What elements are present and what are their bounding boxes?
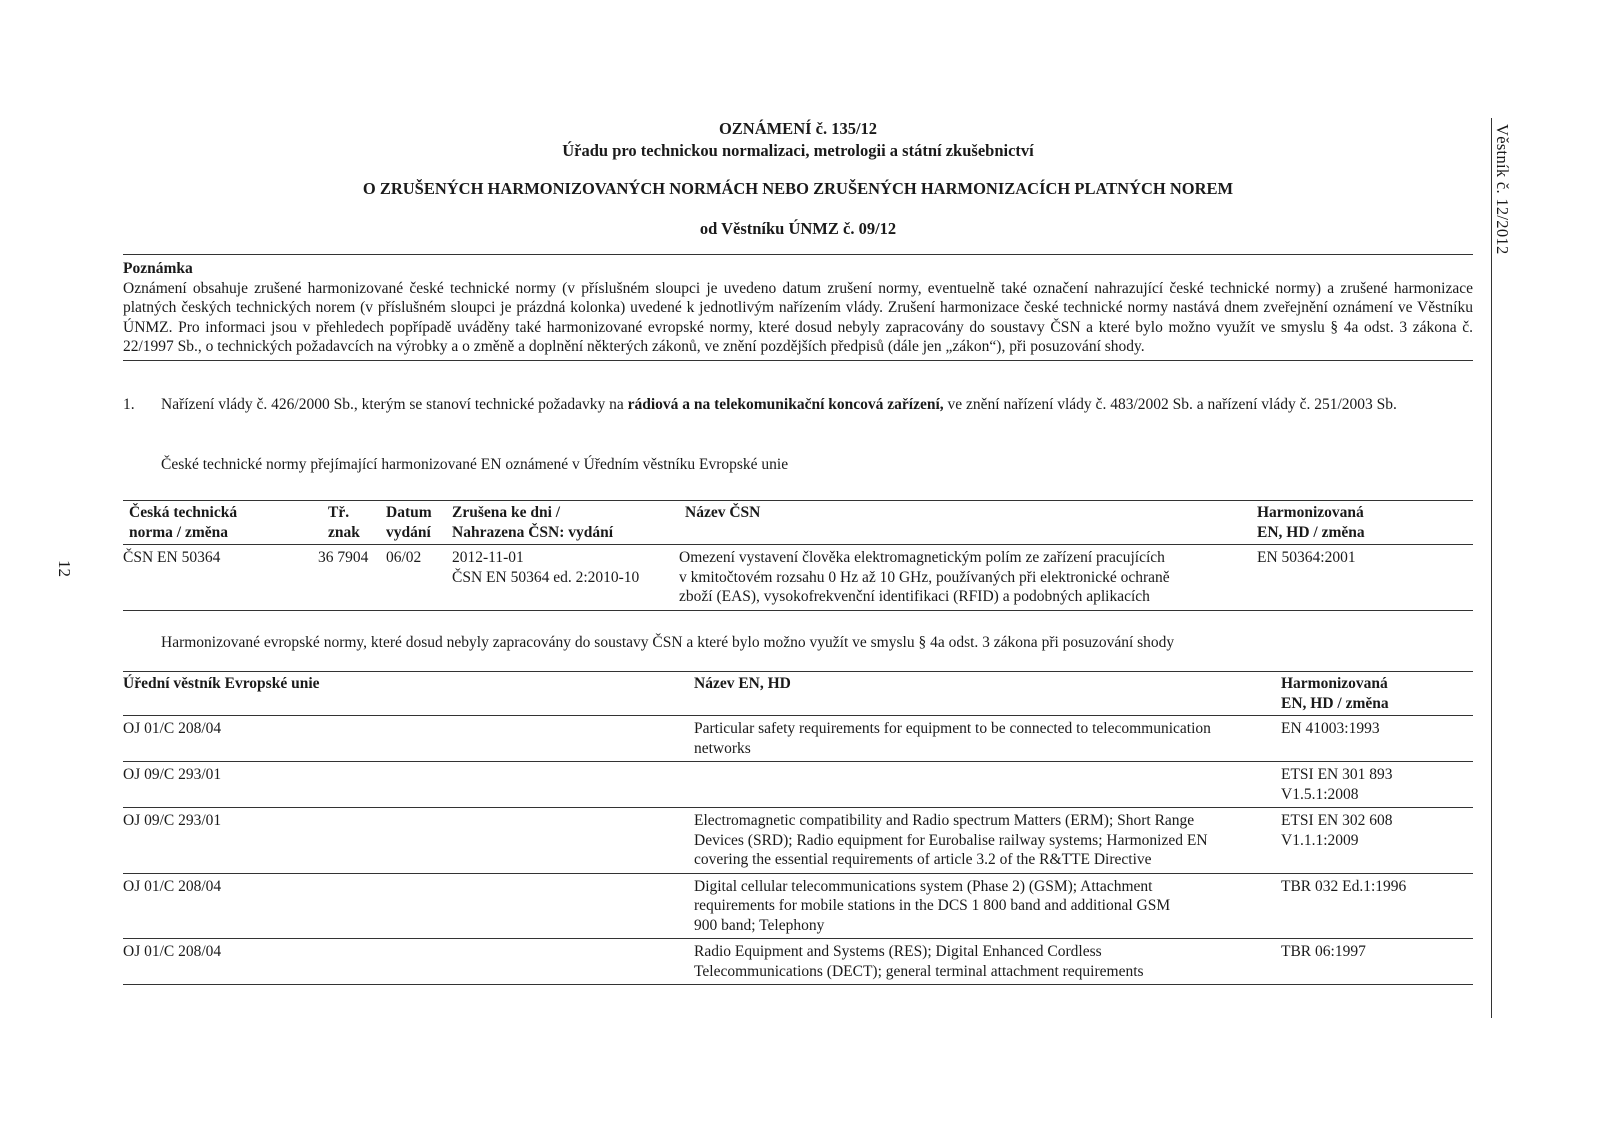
notice-issuer: Úřadu pro technickou normalizaci, metrologii a státní zkušebnictví — [562, 141, 1034, 160]
date-cell: 06/02 — [386, 549, 422, 566]
table-row — [123, 716, 1473, 762]
harmonized-cell: TBR 032 Ed.1:1996 — [1281, 877, 1407, 895]
column-header: Harmonizovaná EN, HD / změna — [1257, 504, 1365, 541]
european-norms-table — [123, 671, 1473, 985]
table-header-row — [123, 501, 1473, 545]
page-number: 12 — [55, 560, 74, 577]
document-header — [123, 118, 1473, 240]
title-cell: Electromagnetic compatibility and Radio spectrum Matters (ERM); Short Range Devices (SRD); Radio equipment for Eurobalise railway systems; Harmonized EN covering the essential requirements of article 3.2 of the R&TTE Directive — [694, 812, 1208, 868]
column-header: Název EN, HD — [694, 675, 791, 692]
harmonized-cell: ETSI EN 302 608 V1.1.1:2009 — [1281, 812, 1393, 849]
oj-cell: OJ 09/C 293/01 — [123, 812, 222, 829]
oj-cell: OJ 09/C 293/01 — [123, 766, 222, 783]
table-row — [123, 808, 1473, 874]
subheading-european-norms: Harmonizované evropské normy, které dosud nebyly zapracovány do soustavy ČSN a které bylo možno využít ve smyslu § 4a odst. 3 zákona při posuzování shody — [161, 634, 1175, 651]
table-row — [123, 873, 1473, 939]
column-header: Harmonizovaná EN, HD / změna — [1281, 675, 1389, 712]
harmonized-cell: EN 41003:1993 — [1281, 720, 1380, 737]
column-header: Zrušena ke dni / Nahrazena ČSN: vydání — [452, 504, 614, 541]
section-1 — [123, 395, 1473, 415]
title-cell: Digital cellular telecommunications system (Phase 2) (GSM); Attachment requirements for mobile stations in the DCS 1 800 band and additional GSM 900 band; Telephony — [694, 877, 1171, 934]
column-header: Česká technická norma / změna — [129, 504, 238, 541]
section-heading-part: Nařízení vlády č. 426/2000 Sb., kterým se stanoví technické požadavky na — [161, 396, 628, 413]
cancel-cell: 2012-11-01 ČSN EN 50364 ed. 2:2010-10 — [452, 549, 640, 586]
class-cell: 36 7904 — [318, 549, 369, 566]
table-row — [123, 762, 1473, 808]
oj-cell: OJ 01/C 208/04 — [123, 943, 222, 960]
oj-cell: OJ 01/C 208/04 — [123, 877, 222, 895]
column-header: Název ČSN — [685, 504, 761, 521]
table-row — [123, 939, 1473, 985]
norm-cell: ČSN EN 50364 — [123, 549, 221, 566]
column-header: Tř. znak — [328, 504, 360, 541]
harmonized-cell: EN 50364:2001 — [1257, 549, 1356, 566]
harmonized-cell: ETSI EN 301 893 V1.5.1:2008 — [1281, 766, 1393, 803]
notice-title: OZNÁMENÍ č. 135/12 — [718, 119, 878, 138]
column-header: Datum vydání — [386, 504, 432, 541]
section-heading-bold: rádiová a na telekomunikační koncová zařízení, — [627, 396, 944, 413]
note-text: Oznámení obsahuje zrušené harmonizované české technické normy (v příslušném sloupci je uvedeno datum zrušení normy, eventuelně také označení nahrazující české technické normy) a zrušené harmonizace platných českých technických norem (v příslušném sloupci je prázdná kolonka) uvedené k jednotlivým nařízením vlády. Zrušení harmonizace české technické normy nastává dnem zveřejnění oznámení ve Věstníku ÚNMZ. Pro informaci jsou v přehledech popřípadě uváděny také harmonizované evropské normy, které dosud nebyly zapracovány do soustavy ČSN a které bylo možno využít ve smyslu § 4a odst. 3 zákona č. 22/1997 Sb., o technických požadavcích na výrobky a o změně a doplnění některých zákonů, ve znění pozdějších předpisů (dále jen „zákon“), při posuzování shody. — [123, 279, 1473, 355]
note-box — [123, 254, 1473, 361]
title-cell — [694, 762, 1281, 808]
section-heading-part: ve znění nařízení vlády č. 483/2002 Sb. a nařízení vlády č. 251/2003 Sb. — [943, 396, 1397, 413]
section-heading — [161, 395, 1473, 415]
document-page — [123, 0, 1473, 1131]
notice-reference: od Věstníku ÚNMZ č. 09/12 — [699, 219, 897, 238]
czech-norms-table — [123, 500, 1473, 611]
oj-cell: OJ 01/C 208/04 — [123, 720, 222, 737]
harmonized-cell: TBR 06:1997 — [1281, 943, 1366, 960]
subheading-czech-norms: České technické normy přejímající harmonizované EN oznámené v Úředním věstníku Evropské unie — [161, 456, 789, 473]
section-number: 1. — [123, 396, 135, 413]
notice-subject: O ZRUŠENÝCH HARMONIZOVANÝCH NORMÁCH NEBO ZRUŠENÝCH HARMONIZACÍCH PLATNÝCH NOREM — [362, 179, 1234, 198]
table-row — [123, 545, 1473, 611]
column-header: Úřední věstník Evropské unie — [123, 675, 320, 692]
bulletin-label: Věstník č. 12/2012 — [1493, 124, 1512, 255]
table-header-row — [123, 672, 1473, 716]
title-cell: Particular safety requirements for equipment to be connected to telecommunication networks — [694, 720, 1211, 757]
title-cell: Radio Equipment and Systems (RES); Digital Enhanced Cordless Telecommunications (DECT); general terminal attachment requirements — [694, 943, 1144, 980]
note-title: Poznámka — [123, 260, 193, 277]
title-cell: Omezení vystavení člověka elektromagnetickým polím ze zařízení pracujících v kmitočtovém rozsahu 0 Hz až 10 GHz, používaných při elektronické ochraně zboží (EAS), vysokofrekvenční identifikaci (RFID) a podobných aplikacích — [679, 549, 1170, 605]
